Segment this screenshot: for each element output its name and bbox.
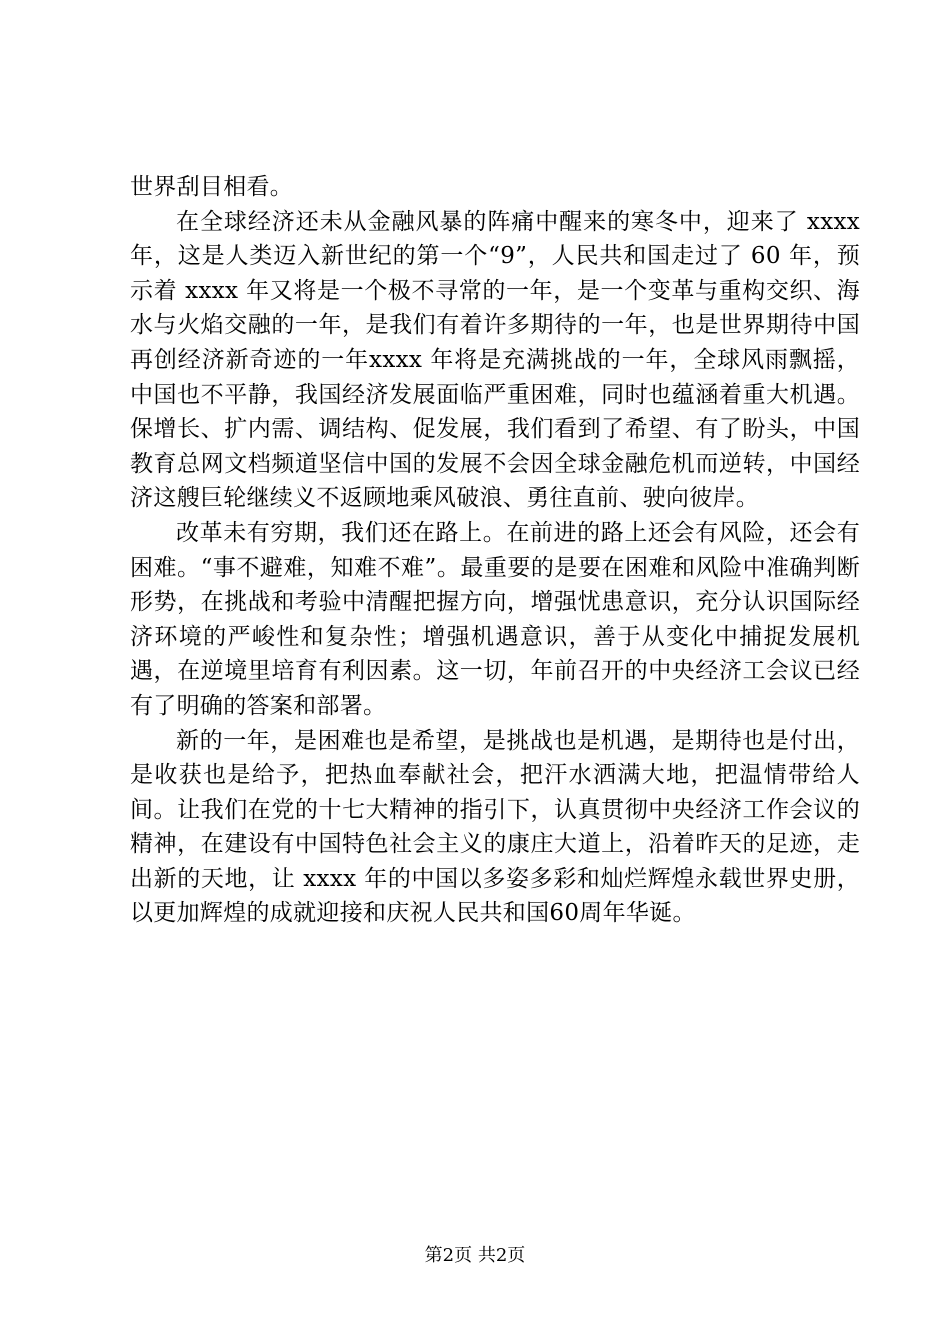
text-line: 把温情带给人间。让我们在党的十七大精神的指引下，认真贯 — [130, 762, 860, 823]
text-line: 彼岸。 — [689, 485, 760, 512]
text-line: 是付出，是收获也是给予，把热血奉献社会，把汗水洒满大地， — [130, 727, 861, 789]
text-line: 和庆祝人民共和国60周年华诞。 — [363, 900, 696, 927]
text-line: 一个变革与重构交织、海水与火焰交融的一年，是我们有着许 — [130, 277, 860, 339]
text-line: 以多姿多彩和灿烂辉煌永载世界史册，以更加辉煌的成就迎接 — [130, 865, 861, 927]
text-line: 教育总网文档频道坚信中国的发展不会因全球金融危机而逆转， — [130, 450, 790, 477]
text-line: 忧患意识，充分认识国际经济环境的严峻性和复杂性；增强机 — [130, 589, 860, 650]
text-line: xxxx 年将是充满挑战的一年，全球风雨飘摇，中国也不平静， — [130, 346, 861, 408]
text-line: 多期待的一年，也是世界期待中国再创经济新奇迹的一年 — [130, 312, 860, 373]
text-line: 了 xxxx 年，这是人类迈入新世纪的第一个“9”，人民共和国 — [130, 208, 861, 270]
text-line: 彻中央经济工作会议的精神，在建设有中国特色社会主义的康 — [130, 796, 860, 858]
text-line: 我国经济发展面临严重困难，同时也蕴涵着重大机遇。保增长、 — [130, 381, 860, 443]
text-line: 在全球经济还未从金融风暴的阵痛中醒来的寒冬中，迎来 — [176, 208, 775, 235]
text-line: 署。 — [339, 692, 387, 719]
text-line: 新的一年，是困难也是希望，是挑战也是机遇，是期待也 — [176, 727, 766, 754]
page-number: 第2页 共2页 — [424, 1245, 526, 1266]
text-line: 中国经济这艘巨轮继续义不返顾地乘风破浪、勇往直前、驶向 — [130, 450, 860, 512]
text-line: 和风险中准确判断形势，在挑战和考验中清醒把握方向，增强 — [130, 554, 860, 616]
text-line: 还会有困难。“事不避难，知难不难”。最重要的是要在困难 — [130, 519, 860, 581]
text-line: 庄大道上，沿着昨天的足迹，走出新的天地，让 xxxx 年的中国 — [130, 831, 860, 892]
paragraph-1 — [130, 170, 860, 205]
text-line: 世界刮目相看。 — [130, 174, 294, 200]
text-line: 遇意识，善于从变化中捕捉发展机遇，在逆境里培育有利因素。 — [130, 623, 861, 685]
text-line: 扩内需、调结构、促发展，我们看到了希望、有了盼头，中国 — [224, 416, 860, 443]
paragraph-2 — [130, 205, 860, 516]
paragraph-3 — [130, 516, 860, 724]
text-line: 走过了 60 年，预示着 xxxx 年又将是一个极不寻常的一年，是 — [130, 243, 860, 304]
page-footer — [0, 1244, 950, 1268]
text-line: 这一切，年前召开的中央经济工会议已经有了明确的答案和部 — [130, 658, 860, 719]
document-body — [130, 170, 860, 931]
text-line: 改革未有穷期，我们还在路上。在前进的路上还会有风险， — [176, 519, 790, 546]
paragraph-4 — [130, 724, 860, 932]
